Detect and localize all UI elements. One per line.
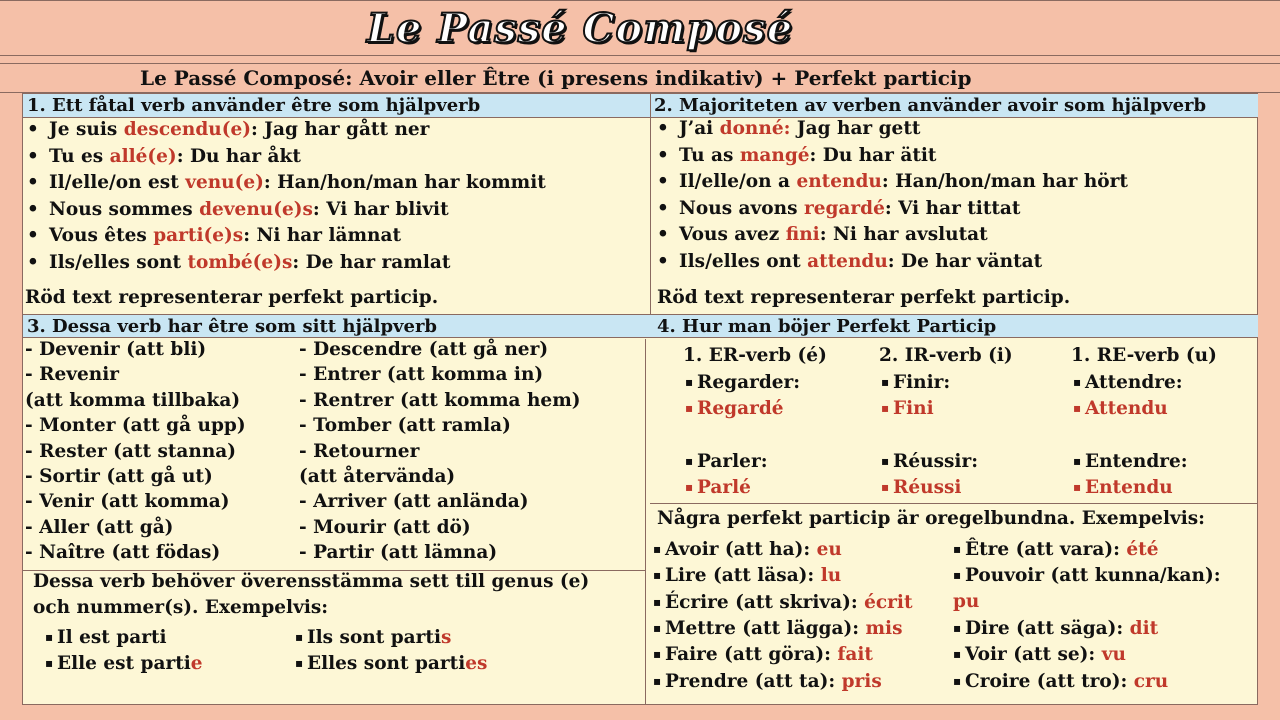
irregular-item [953, 668, 1168, 695]
example-text: Elle est parti [57, 653, 191, 674]
verb-item: - Tomber (att ramla) [299, 415, 511, 437]
verb-group-heading: 1. ER-verb (é) [683, 345, 827, 366]
participle-text: pris [841, 670, 882, 692]
verb-item: (att komma tillbaka) [25, 389, 241, 411]
example-item [295, 624, 451, 651]
verb-text: Mettre (att lägga): [665, 617, 866, 639]
verb-item: - Entrer (att komma in) [299, 364, 544, 386]
item-text: J’ai [679, 118, 720, 139]
participle-text: regardé [803, 197, 885, 219]
verb-text: Voir (att se): [965, 644, 1102, 666]
row2-header [23, 314, 1258, 338]
content-panel [22, 93, 1258, 705]
participle-text: lu [820, 565, 842, 587]
verb-item: - Descendre (att gå ner) [299, 339, 549, 360]
verb-item: - Revenir [25, 364, 120, 386]
verb-item: - Rentrer (att komma hem) [299, 389, 581, 411]
example-text: Elles sont parti [307, 653, 466, 674]
verb-text: Réussir: [893, 451, 979, 472]
item-translation: : Jag har gått ner [251, 119, 430, 140]
example-text: Il est parti [57, 627, 167, 648]
participle-text: fini [785, 224, 820, 245]
item-translation: : Vi har tittat [884, 197, 1021, 219]
irregular-item [653, 562, 841, 589]
divider [650, 94, 651, 314]
participle-text: été [1126, 539, 1159, 560]
verb-text: Regarder: [697, 372, 801, 393]
item-translation: : De har väntat [887, 250, 1043, 272]
example-verb [1073, 448, 1188, 475]
participle-text: Réussi [893, 477, 962, 498]
participle-text: descendu(e) [123, 119, 251, 140]
example-verb [881, 369, 950, 396]
verb-text: Faire (att göra): [665, 644, 838, 666]
verb-item: - Arriver (att anlända) [299, 491, 529, 513]
participle-text: devenu(e)s [199, 198, 313, 220]
item-translation: : Han/hon/man har hört [881, 171, 1128, 192]
irregular-heading: Några perfekt particip är oregelbundna. Exempelvis: [657, 508, 1205, 529]
list-item [23, 197, 449, 223]
verb-text: Dire (att säga): [965, 617, 1130, 639]
item-translation: : Vi har blivit [312, 198, 449, 220]
irregular-item [653, 641, 873, 668]
list-item [653, 249, 1042, 275]
item-text: Nous sommes [49, 198, 200, 220]
verb-text: Être (att vara): [965, 539, 1127, 560]
verb-text: Finir: [893, 372, 951, 393]
subtitle-bar [0, 63, 1280, 93]
example-text: Ils sont parti [307, 627, 441, 648]
verb-item: - Retourner [299, 440, 420, 462]
page-subtitle: Le Passé Composé: Avoir eller Être (i presens indikativ) + Perfekt particip [140, 66, 972, 90]
verb-item: - Sortir (att gå ut) [25, 466, 213, 487]
example-participle [1073, 395, 1168, 422]
example-item [45, 650, 203, 677]
verb-group-heading: 1. RE-verb (u) [1071, 345, 1217, 366]
verb-text: Attendre: [1085, 372, 1183, 393]
participle-text: Entendu [1085, 477, 1173, 498]
item-translation: : De har ramlat [292, 251, 451, 273]
irregular-item [953, 589, 979, 615]
item-text: Il/elle/on a [679, 171, 797, 192]
verb-item: - Aller (att gå) [25, 516, 174, 538]
list-item [23, 223, 401, 249]
item-translation: : Han/hon/man har kommit [263, 172, 546, 193]
irregular-item [653, 615, 903, 642]
verb-item: - Mourir (att dö) [299, 516, 471, 538]
participle-text: mangé [739, 144, 810, 166]
item-text: Ils/elles sont [49, 251, 188, 273]
participle-text: attendu [807, 250, 888, 272]
example-participle [881, 474, 961, 501]
participle-text: dit [1129, 617, 1159, 639]
irregular-item [953, 562, 1221, 589]
verb-item: - Devenir (att bli) [25, 339, 207, 360]
divider [650, 503, 1258, 504]
item-text: Vous avez [679, 224, 786, 245]
list-item [653, 196, 1020, 222]
section4-heading: 4. Hur man böjer Perfekt Particip [657, 316, 997, 337]
participle-text: écrit [864, 591, 913, 613]
agreement-text-1: Dessa verb behöver överensstämma sett till genus (e) [33, 571, 590, 592]
verb-text: Pouvoir (att kunna/kan): [965, 565, 1221, 587]
verb-text: Avoir (att ha): [665, 539, 817, 560]
example-item [295, 650, 487, 677]
example-participle [685, 395, 784, 422]
item-text: Tu es [49, 145, 110, 167]
item-text: Ils/elles ont [679, 250, 808, 272]
verb-text: Écrire (att skriva): [665, 591, 865, 613]
verb-text: Croire (att tro): [965, 670, 1134, 692]
item-translation: : Du har åkt [176, 145, 301, 167]
example-verb [685, 448, 768, 475]
section2-note: Röd text representerar perfekt particip. [657, 287, 1071, 308]
list-item [23, 144, 301, 170]
list-item [23, 170, 546, 196]
example-item [45, 624, 167, 651]
example-participle [1073, 474, 1173, 501]
section1-heading: 1. Ett fåtal verb använder être som hjälpverb [23, 94, 650, 118]
example-verb [1073, 369, 1183, 396]
page-title: Le Passé Composé [366, 5, 794, 52]
participle-text: fait [837, 644, 873, 666]
item-text: Tu as [679, 144, 740, 166]
agreement-text-2: och nummer(s). Exempelvis: [33, 597, 329, 618]
verb-text: Parler: [697, 451, 768, 472]
irregular-item [953, 536, 1158, 563]
irregular-item [653, 589, 913, 616]
participle-text: Regardé [697, 398, 784, 419]
example-participle [881, 395, 934, 422]
participle-text: parti(e)s [153, 225, 244, 246]
verb-text: Prendre (att ta): [665, 670, 842, 692]
irregular-item [653, 536, 842, 563]
section1-note: Röd text representerar perfekt particip. [25, 287, 439, 308]
verb-text: Entendre: [1085, 451, 1188, 472]
section2-heading: 2. Majoriteten av verben använder avoir som hjälpverb [650, 94, 1258, 118]
irregular-item [953, 615, 1158, 642]
verb-item: (att återvända) [299, 466, 456, 487]
section3-heading: 3. Dessa verb har être som sitt hjälpverb [27, 316, 438, 337]
verb-item: - Partir (att lämna) [299, 542, 498, 564]
example-verb [881, 448, 978, 475]
title-bar [0, 0, 1280, 56]
verb-item: - Venir (att komma) [25, 491, 230, 513]
verb-group-heading: 2. IR-verb (i) [879, 345, 1013, 366]
participle-text: tombé(e)s [187, 251, 293, 273]
participle-text: eu [816, 539, 842, 560]
list-item [653, 116, 920, 142]
verb-item: - Rester (att stanna) [25, 440, 237, 462]
verb-text: Lire (att läsa): [665, 565, 821, 587]
irregular-item [953, 641, 1126, 668]
participle-text: entendu [796, 171, 882, 192]
item-text: Il/elle/on est [49, 172, 186, 193]
item-translation: Jag har gett [790, 118, 921, 139]
list-item [23, 117, 429, 143]
example-verb [685, 369, 800, 396]
participle-text: pu [953, 590, 980, 612]
list-item [653, 143, 936, 169]
list-item [653, 169, 1128, 195]
list-item [653, 222, 988, 248]
participle-text: donné: [719, 118, 791, 139]
participle-text: Parlé [697, 477, 751, 498]
example-ending: s [440, 627, 452, 648]
divider [645, 339, 646, 705]
participle-text: cru [1133, 670, 1169, 692]
participle-text: vu [1101, 644, 1126, 666]
irregular-item [653, 668, 882, 695]
participle-text: mis [865, 617, 903, 639]
verb-item: - Monter (att gå upp) [25, 415, 246, 437]
item-text: Nous avons [679, 197, 804, 219]
example-ending: e [190, 653, 203, 674]
participle-text: allé(e) [109, 145, 177, 167]
verb-item: - Naître (att födas) [25, 542, 221, 564]
participle-text: venu(e) [185, 172, 264, 193]
example-ending: es [465, 653, 488, 674]
example-participle [685, 474, 751, 501]
item-text: Je suis [49, 119, 124, 140]
participle-text: Fini [893, 398, 934, 419]
item-translation: : Ni har lämnat [243, 225, 402, 246]
list-item [23, 250, 450, 276]
item-translation: : Ni har avslutat [819, 224, 988, 245]
item-translation: : Du har ätit [809, 144, 937, 166]
item-text: Vous êtes [49, 225, 154, 246]
participle-text: Attendu [1085, 398, 1168, 419]
